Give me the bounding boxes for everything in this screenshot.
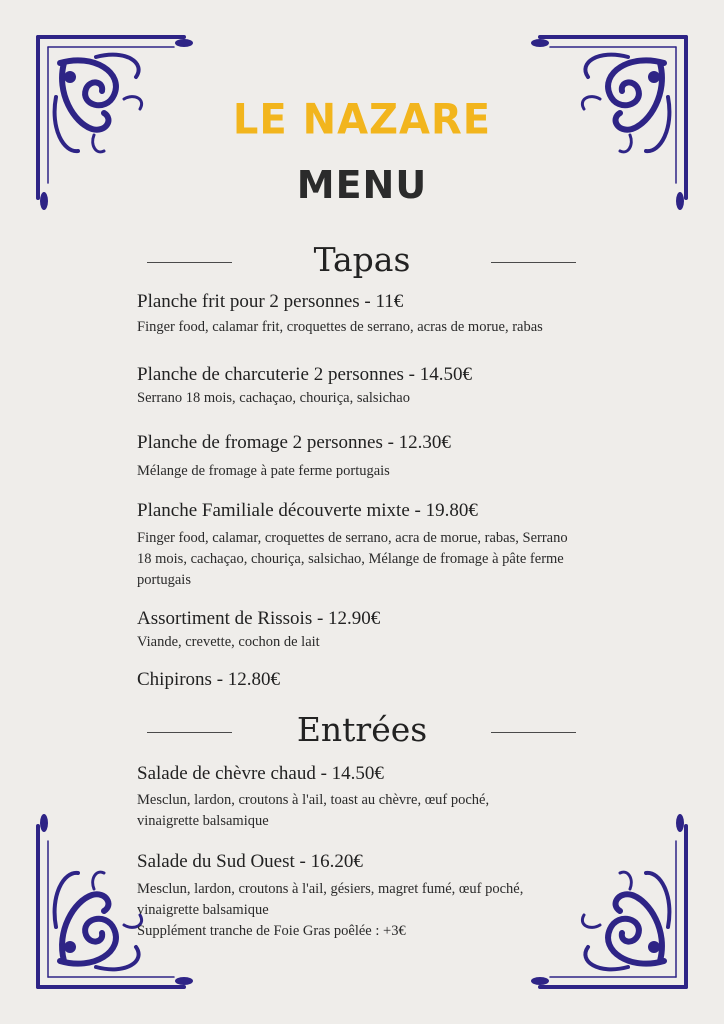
menu-item-description-line: 18 mois, cachaçao, chouriça, salsichao, Mélange de fromage à pâte ferme [137, 551, 564, 567]
menu-item-description-line: portugais [137, 572, 191, 588]
menu-item-title: Chipirons - 12.80€ [137, 669, 281, 690]
menu-title: MENU [296, 163, 428, 207]
menu-item [137, 290, 647, 338]
section-heading-tapas [0, 240, 724, 280]
menu-item-title: Planche de fromage 2 personnes - 12.30€ [137, 432, 451, 453]
menu-item-description-line: Mesclun, lardon, croutons à l'ail, toast au chèvre, œuf poché, [137, 792, 490, 808]
section-title: Entrées [296, 710, 428, 749]
menu-item-description: Mélange de fromage à pate ferme portugais [137, 463, 390, 479]
menu-item-description [137, 879, 647, 942]
menu-item [137, 668, 647, 692]
menu-item-description [137, 528, 647, 591]
menu-item-supplement: Supplément tranche de Foie Gras poêlée : +3€ [137, 923, 406, 939]
menu-item-description: Serrano 18 mois, cachaçao, chouriça, salsichao [137, 390, 410, 406]
menu-item-title: Assortiment de Rissois - 12.90€ [137, 608, 381, 629]
menu-item-title: Planche Familiale découverte mixte - 19.80€ [137, 500, 478, 521]
menu-item-description-line: vinaigrette balsamique [137, 902, 269, 918]
divider-right [491, 732, 576, 733]
menu-item-description: Viande, crevette, cochon de lait [137, 634, 320, 650]
menu-item-title: Planche de charcuterie 2 personnes - 14.50€ [137, 364, 473, 385]
menu-item-title: Salade de chèvre chaud - 14.50€ [137, 763, 384, 784]
menu-item [137, 363, 647, 409]
menu-item [137, 762, 647, 832]
section-heading-entrees [0, 710, 724, 750]
menu-item-description: Finger food, calamar frit, croquettes de serrano, acras de morue, rabas [137, 319, 543, 335]
menu-item [137, 431, 647, 482]
menu-item [137, 607, 647, 653]
menu-item-title: Salade du Sud Ouest - 16.20€ [137, 851, 363, 872]
menu-item-description-line: Finger food, calamar, croquettes de serrano, acra de morue, rabas, Serrano [137, 530, 568, 546]
menu-item-description-line: Mesclun, lardon, croutons à l'ail, gésiers, magret fumé, œuf poché, [137, 881, 524, 897]
divider-right [491, 262, 576, 263]
menu-item-description [137, 790, 647, 832]
menu-item [137, 850, 647, 942]
section-title: Tapas [313, 240, 411, 279]
menu-item-description-line: vinaigrette balsamique [137, 813, 269, 829]
menu-item-title: Planche frit pour 2 personnes - 11€ [137, 291, 404, 312]
menu-item [137, 499, 647, 591]
restaurant-name: LE NAZARE [232, 95, 492, 145]
